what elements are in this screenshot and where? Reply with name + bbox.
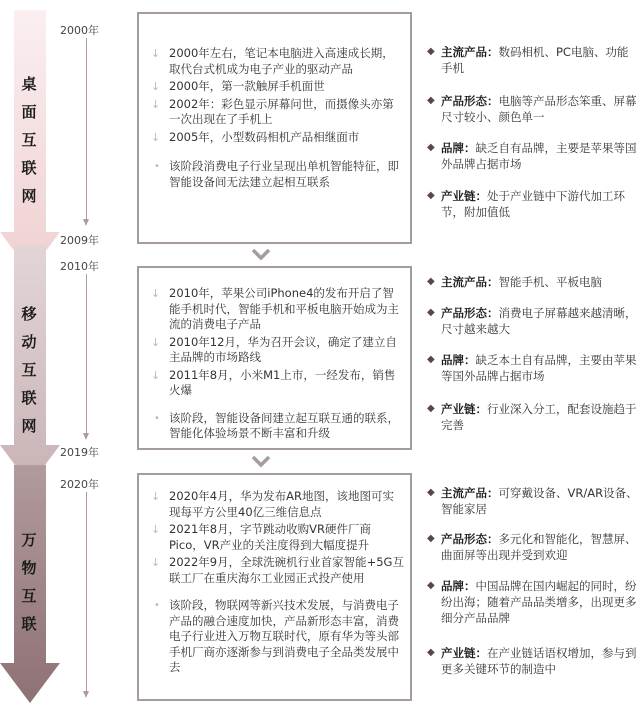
feature-industry-chain: ◆ 产业链：处于产业链中下游代加工环节，附加值低 <box>427 189 625 219</box>
stage-char: 动 <box>21 333 37 351</box>
event-item: ↓ 2022年9月，全球洗碗机行业首家智能+5G互联工厂在重庆海尔工业园正式投产使用 <box>151 555 404 585</box>
chevron-down-icon <box>251 454 271 470</box>
down-arrow-icon: ↓ <box>151 490 161 503</box>
year-end: 2019年 <box>60 446 99 459</box>
stage-char: 面 <box>21 103 37 121</box>
diamond-bullet-icon: ◆ <box>427 307 435 318</box>
events-box-iot <box>137 473 412 701</box>
bullet-dot-icon: • <box>154 161 160 172</box>
event-item: ↓ 2002年：彩色显示屏幕问世，而摄像头亦第一次出现在了手机上 <box>151 96 394 126</box>
down-arrow-icon: ↓ <box>151 287 161 300</box>
year-start: 2010年 <box>60 260 99 273</box>
year-start: 2020年 <box>60 478 99 491</box>
feature-main-product: ◆ 主流产品：可穿戴设备、VR/AR设备、智能家居 <box>427 486 638 516</box>
stage-char: 互 <box>21 361 37 379</box>
events-box-mobile <box>137 266 412 450</box>
feature-industry-chain: ◆ 产业链：在产业链话语权增加，参与到更多关键环节的制造中 <box>427 646 637 676</box>
diamond-bullet-icon: ◆ <box>427 533 435 544</box>
down-arrow-icon: ↓ <box>151 335 161 349</box>
event-item: ↓ 2021年8月，字节跳动收购VR硬件厂商Pico，VR产业的关注度得到大幅度提升 <box>151 522 371 552</box>
diamond-bullet-icon: ◆ <box>427 142 435 153</box>
event-item: ↓ 2000年，第一款触屏手机面世 <box>151 79 325 93</box>
feature-product-form: ◆ 产品形态：电脑等产品形态笨重、屏幕尺寸较小、颜色单一 <box>427 94 637 124</box>
down-arrow-icon: ↓ <box>151 523 161 536</box>
stage-label-mobile <box>14 300 44 440</box>
stage-summary: • 该阶段，智能设备间建立起互联互通的联系，智能化体验场景不断丰富和升级 <box>154 410 399 440</box>
stage-char: 桌 <box>21 75 37 93</box>
feature-brand: ◆ 品牌：缺乏自有品牌，主要是苹果等国外品牌占据市场 <box>427 141 637 171</box>
year-start: 2000年 <box>60 24 99 37</box>
timeline-arrowhead <box>83 433 89 440</box>
stage-char: 移 <box>21 305 37 323</box>
down-arrow-icon: ↓ <box>151 47 161 60</box>
event-item: ↓ 2011年8月，小米M1上市，一经发布，销售火爆 <box>151 367 396 397</box>
stage-char: 互 <box>21 587 37 605</box>
diamond-bullet-icon: ◆ <box>427 95 435 106</box>
diamond-bullet-icon: ◆ <box>427 276 435 287</box>
event-item: ↓ 2010年，苹果公司iPhone4的发布开启了智能手机时代，智能手机和平板电脑开始成为主流的消费电子产品 <box>151 286 399 331</box>
timeline-line <box>86 274 87 434</box>
event-item: ↓ 2000年左右，笔记本电脑进入高速成长期，取代台式机成为电子产业的驱动产品 <box>151 46 394 76</box>
down-arrow-icon: ↓ <box>151 97 161 111</box>
feature-main-product: ◆ 主流产品：数码相机、PC电脑、功能手机 <box>427 45 629 75</box>
diamond-bullet-icon: ◆ <box>427 580 435 591</box>
feature-product-form: ◆ 产品形态：多元化和智能化，智慧屏、曲面屏等出现并受到欢迎 <box>427 532 637 562</box>
stage-summary: • 该阶段，物联网等新兴技术发展，与消费电子产品的融合速度加快，产品新形态丰富，消费电子行业进入万物互联时代，原有华为等头部手机厂商亦逐渐参与到消费电子全品类发展中去 <box>154 598 399 674</box>
event-item: ↓ 2020年4月，华为发布AR地图，该地图可实现每平方公里40亿三维信息点 <box>151 489 394 519</box>
stage-char: 物 <box>21 559 37 577</box>
events-box-desktop <box>137 12 412 244</box>
stage-char: 联 <box>21 159 37 177</box>
diamond-bullet-icon: ◆ <box>427 487 435 498</box>
diamond-bullet-icon: ◆ <box>427 647 435 658</box>
bullet-dot-icon: • <box>154 600 160 611</box>
feature-brand: ◆ 品牌：中国品牌在国内崛起的同时，纷纷出海；随着产品品类增多，出现更多细分产品品牌 <box>427 579 637 625</box>
feature-main-product: ◆ 主流产品：智能手机、平板电脑 <box>427 275 602 289</box>
down-arrow-icon: ↓ <box>151 80 161 93</box>
diamond-bullet-icon: ◆ <box>427 190 435 201</box>
event-item: ↓ 2005年，小型数码相机产品相继面市 <box>151 129 360 144</box>
stage-char: 万 <box>21 531 37 549</box>
diamond-bullet-icon: ◆ <box>427 46 435 57</box>
timeline-line <box>86 38 87 220</box>
stage-char: 网 <box>21 417 37 435</box>
stage-char: 联 <box>21 389 37 407</box>
timeline-arrowhead <box>83 691 89 698</box>
diamond-bullet-icon: ◆ <box>427 354 435 365</box>
timeline-arrowhead <box>83 219 89 226</box>
year-end: 2009年 <box>60 234 99 247</box>
down-arrow-icon: ↓ <box>151 556 161 569</box>
feature-brand: ◆ 品牌：缺乏本土自有品牌，主要由苹果等国外品牌占据市场 <box>427 353 637 383</box>
stage-label-iot <box>14 526 44 638</box>
down-arrow-icon: ↓ <box>151 130 161 144</box>
stage-char: 互 <box>21 131 37 149</box>
stage-summary: • 该阶段消费电子行业呈现出单机智能特征，即智能设备间无法建立起相互联系 <box>154 159 399 189</box>
chevron-down-icon <box>251 247 271 263</box>
event-item: ↓ 2010年12月，华为召开会议，确定了建立自主品牌的市场路线 <box>151 334 397 364</box>
stage-char: 网 <box>21 187 37 205</box>
down-arrow-icon: ↓ <box>151 368 161 382</box>
diamond-bullet-icon: ◆ <box>427 403 435 414</box>
bullet-dot-icon: • <box>154 412 160 424</box>
stage-label-desktop <box>14 70 44 210</box>
timeline-line <box>86 492 87 692</box>
feature-industry-chain: ◆ 产业链：行业深入分工，配套设施趋于完善 <box>427 402 637 432</box>
stage-char: 联 <box>21 615 37 633</box>
feature-product-form: ◆ 产品形态：消费电子屏幕越来越清晰，尺寸越来越大 <box>427 306 637 336</box>
